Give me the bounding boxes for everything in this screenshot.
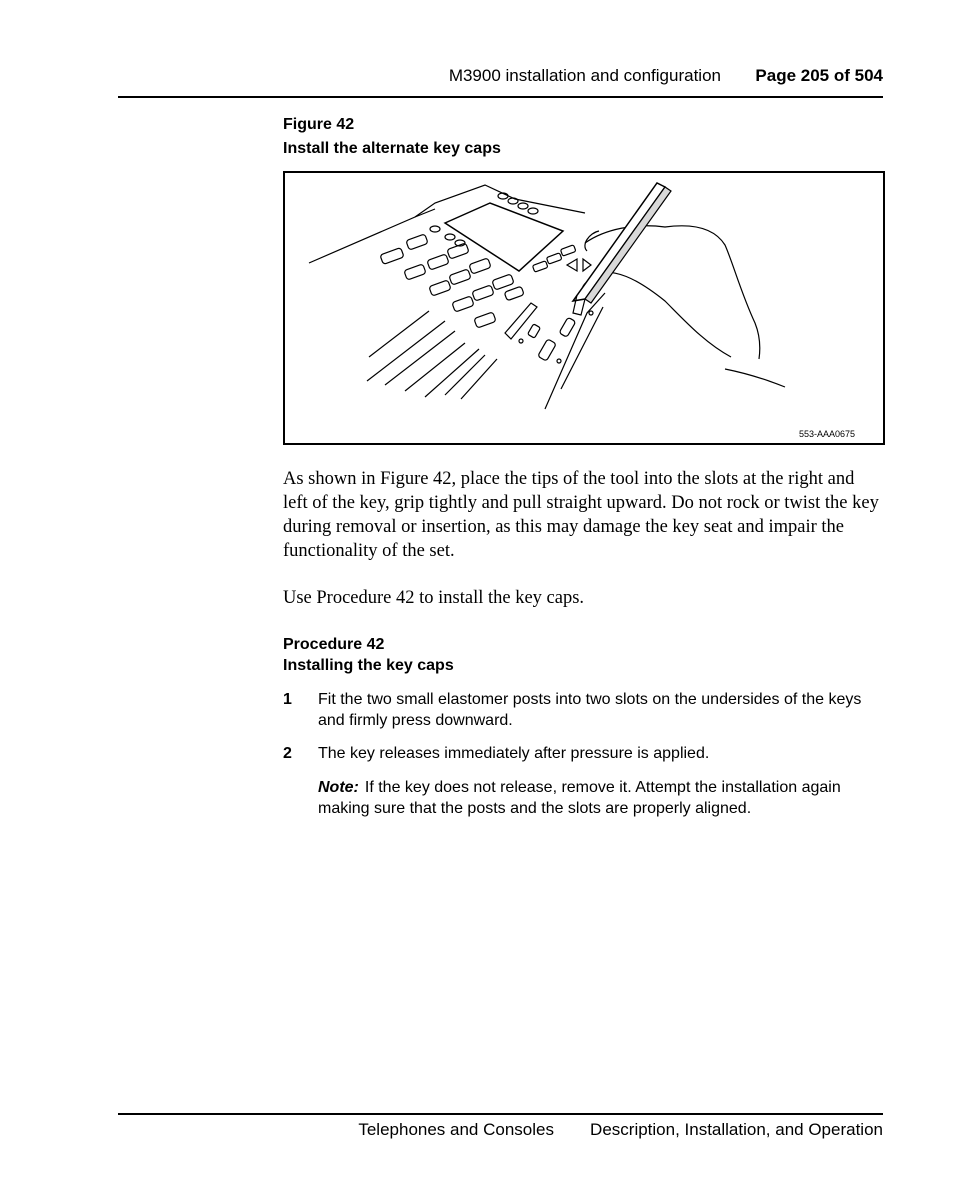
footer-right: Description, Installation, and Operation (590, 1120, 883, 1139)
document-title: M3900 installation and configuration (448, 66, 721, 85)
procedure-label: Procedure 42 (283, 636, 385, 653)
step-text: Fit the two small elastomer posts into two slots on the undersides of the keys and firmly press downward. (318, 691, 862, 729)
page-footer (118, 1113, 883, 1145)
note-label: Note: (318, 779, 359, 796)
figure-label: Figure 42 (283, 116, 355, 133)
note-block (318, 777, 878, 819)
figure-caption (283, 113, 501, 161)
figure-title: Install the alternate key caps (283, 140, 501, 157)
figure-illustration (283, 171, 885, 445)
procedure-title: Installing the key caps (283, 657, 454, 674)
phone-keycap-illustration (285, 173, 883, 443)
paragraph-instructions: As shown in Figure 42, place the tips of the tool into the slots at the right and left of the key, grip tightly and pull straight upward. Do not rock or twist the key during removal or insertion, as this may damage the key seat and impair the functionality of the set. (283, 469, 879, 561)
illustration-id: 553-AAA0675 (798, 429, 855, 439)
step-number: 2 (283, 745, 292, 762)
footer-left: Telephones and Consoles (358, 1120, 554, 1139)
step-text: The key releases immediately after pressure is applied. (318, 745, 710, 762)
note-text: If the key does not release, remove it. Attempt the installation again making sure that the posts and the slots are properly aligned. (318, 779, 841, 817)
page-header (118, 60, 883, 98)
procedure-heading (283, 634, 454, 676)
paragraph-procedure-ref: Use Procedure 42 to install the key caps. (283, 588, 585, 608)
step-number: 1 (283, 691, 292, 708)
page-number: Page 205 of 504 (755, 66, 883, 85)
